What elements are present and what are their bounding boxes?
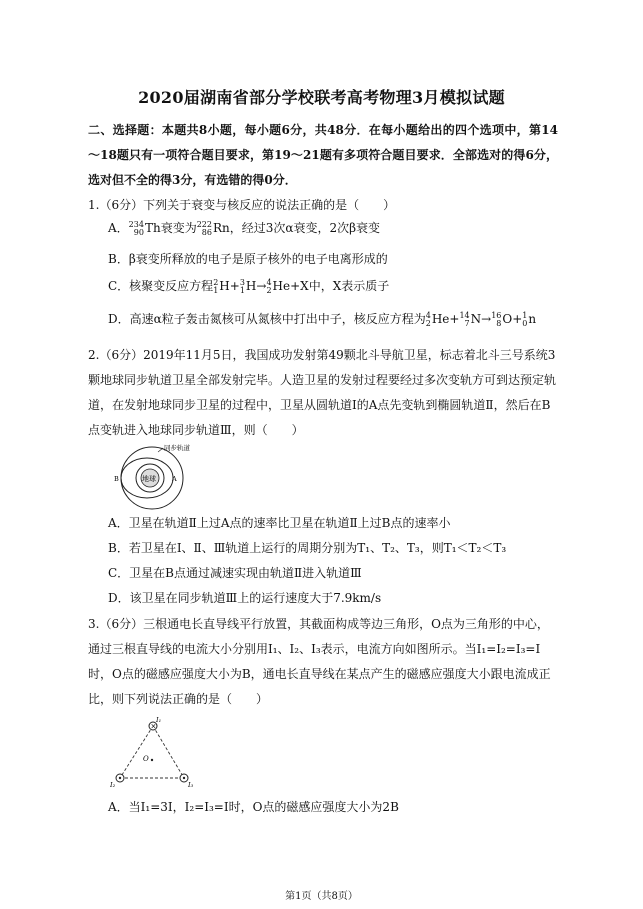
orbit-diagram [112, 440, 207, 512]
orbit-label: 同步轨道 [164, 444, 190, 452]
mass-number: 4 [425, 310, 431, 320]
page-footer: 第1页（共8页） [285, 891, 358, 902]
label-i3: I₃ [188, 781, 194, 788]
q1-option-b: B．β衰变所释放的电子是原子核外的电子电离形成的 [108, 252, 388, 266]
nuclide [240, 279, 245, 295]
q2-option-a: A．卫星在轨道Ⅱ上过A点的速率比卫星在轨道Ⅱ上过B点的速率小 [108, 516, 451, 530]
question-3-stem: 3.（6分）三根通电长直导线平行放置，其截面构成等边三角形，O点为三角形的中心，通过三根直导线的电流大小分别用I₁、I₂、I₃表示，电流方向如图所示。当I₁=I₂=I₃=I时，O点的磁感应强度大小为B，通电长直导线在某点产生的磁感应强度大小跟电流成正比，则下列说法正确的是（ ） [88, 617, 551, 706]
element-symbol: He+ [431, 312, 460, 326]
nuclide [491, 312, 501, 328]
option-label: C．核聚变反应方程 [108, 279, 214, 293]
atomic-number: 1 [213, 285, 219, 295]
mass-number: 3 [239, 277, 245, 287]
element-symbol: O+ [502, 312, 523, 326]
atomic-number: 86 [201, 227, 212, 237]
triangle-wire-diagram [110, 716, 196, 788]
element-symbol: Th [144, 221, 161, 235]
point-b-label: B [114, 475, 119, 483]
q2-option-d: D．该卫星在同步轨道Ⅲ上的运行速度大于7.9km/s [108, 591, 382, 605]
earth-label: 地球 [142, 475, 156, 483]
page-title: 2020届湖南省部分学校联考高考物理3月模拟试题 [138, 88, 505, 107]
nuclide-th [129, 221, 144, 237]
nuclide [213, 279, 218, 295]
atomic-number: 0 [522, 318, 528, 328]
q1-option-d [108, 310, 536, 328]
element-symbol: N→ [470, 312, 492, 326]
question-1-stem: 1.（6分）下列关于衰变与核反应的说法正确的是（ ） [88, 198, 396, 212]
nuclide [266, 279, 271, 295]
element-symbol: H→ [245, 279, 267, 293]
q1-option-c [108, 277, 389, 295]
atomic-number: 8 [496, 318, 502, 328]
mass-number: 222 [196, 219, 212, 229]
label-i2: I₂ [110, 781, 116, 788]
nuclide [459, 312, 469, 328]
q3-option-a: A．当I₁=3I，I₂=I₃=I时，O点的磁感应强度大小为2B [108, 800, 399, 814]
atomic-number: 2 [266, 285, 272, 295]
atomic-number: 1 [239, 285, 245, 295]
point-o-label: O [143, 755, 149, 763]
point-a-label: A [172, 475, 177, 483]
svg-text:×: × [150, 722, 157, 731]
nuclide [522, 312, 527, 328]
mass-number: 234 [128, 219, 144, 229]
atomic-number: 2 [425, 318, 431, 328]
mass-number: 14 [459, 310, 470, 320]
q1-option-a [108, 219, 380, 237]
q2-option-b: B．若卫星在Ⅰ、Ⅱ、Ⅲ轨道上运行的周期分别为T₁、T₂、T₃，则T₁＜T₂＜T₃ [108, 541, 507, 555]
mass-number: 2 [213, 277, 219, 287]
element-symbol: H+ [219, 279, 240, 293]
mass-number: 16 [491, 310, 502, 320]
option-label: A． [108, 221, 129, 235]
option-text: 衰变为 [160, 221, 197, 235]
question-2-stem: 2.（6分）2019年11月5日，我国成功发射第49颗北斗导航卫星，标志着北斗三号系统3颗地球同步轨道卫星全部发射完毕。人造卫星的发射过程要经过多次变轨方可到达预定轨道，在发射地球同步卫星的过程中，卫星从圆轨道Ⅰ的A点先变轨到椭圆轨道Ⅱ，然后在B点变轨进入地球同步轨道Ⅲ，则（ ） [88, 348, 557, 437]
option-text: He+X中，X表示质子 [272, 279, 390, 293]
option-label: D．高速α粒子轰击氮核可从氮核中打出中子，核反应方程为 [108, 312, 426, 326]
section-instructions: 二、选择题：本题共8小题，每小题6分，共48分．在每小题给出的四个选项中，第14～18题只有一项符合题目要求，第19～21题有多项符合题目要求．全部选对的得6分，选对但不全的得3分，有选错的得0分． [88, 123, 558, 187]
atomic-number: 7 [464, 318, 470, 328]
mass-number: 1 [522, 310, 528, 320]
element-symbol: n [528, 312, 537, 326]
nuclide-rn [197, 221, 212, 237]
label-i1: I₁ [156, 716, 162, 724]
mass-number: 4 [266, 277, 272, 287]
center-o-point [151, 759, 153, 761]
q2-option-c: C．卫星在B点通过减速实现由轨道Ⅱ进入轨道Ⅲ [108, 566, 362, 580]
option-text: Rn，经过3次α衰变，2次β衰变 [212, 221, 381, 235]
nuclide [426, 312, 431, 328]
atomic-number: 90 [133, 227, 144, 237]
